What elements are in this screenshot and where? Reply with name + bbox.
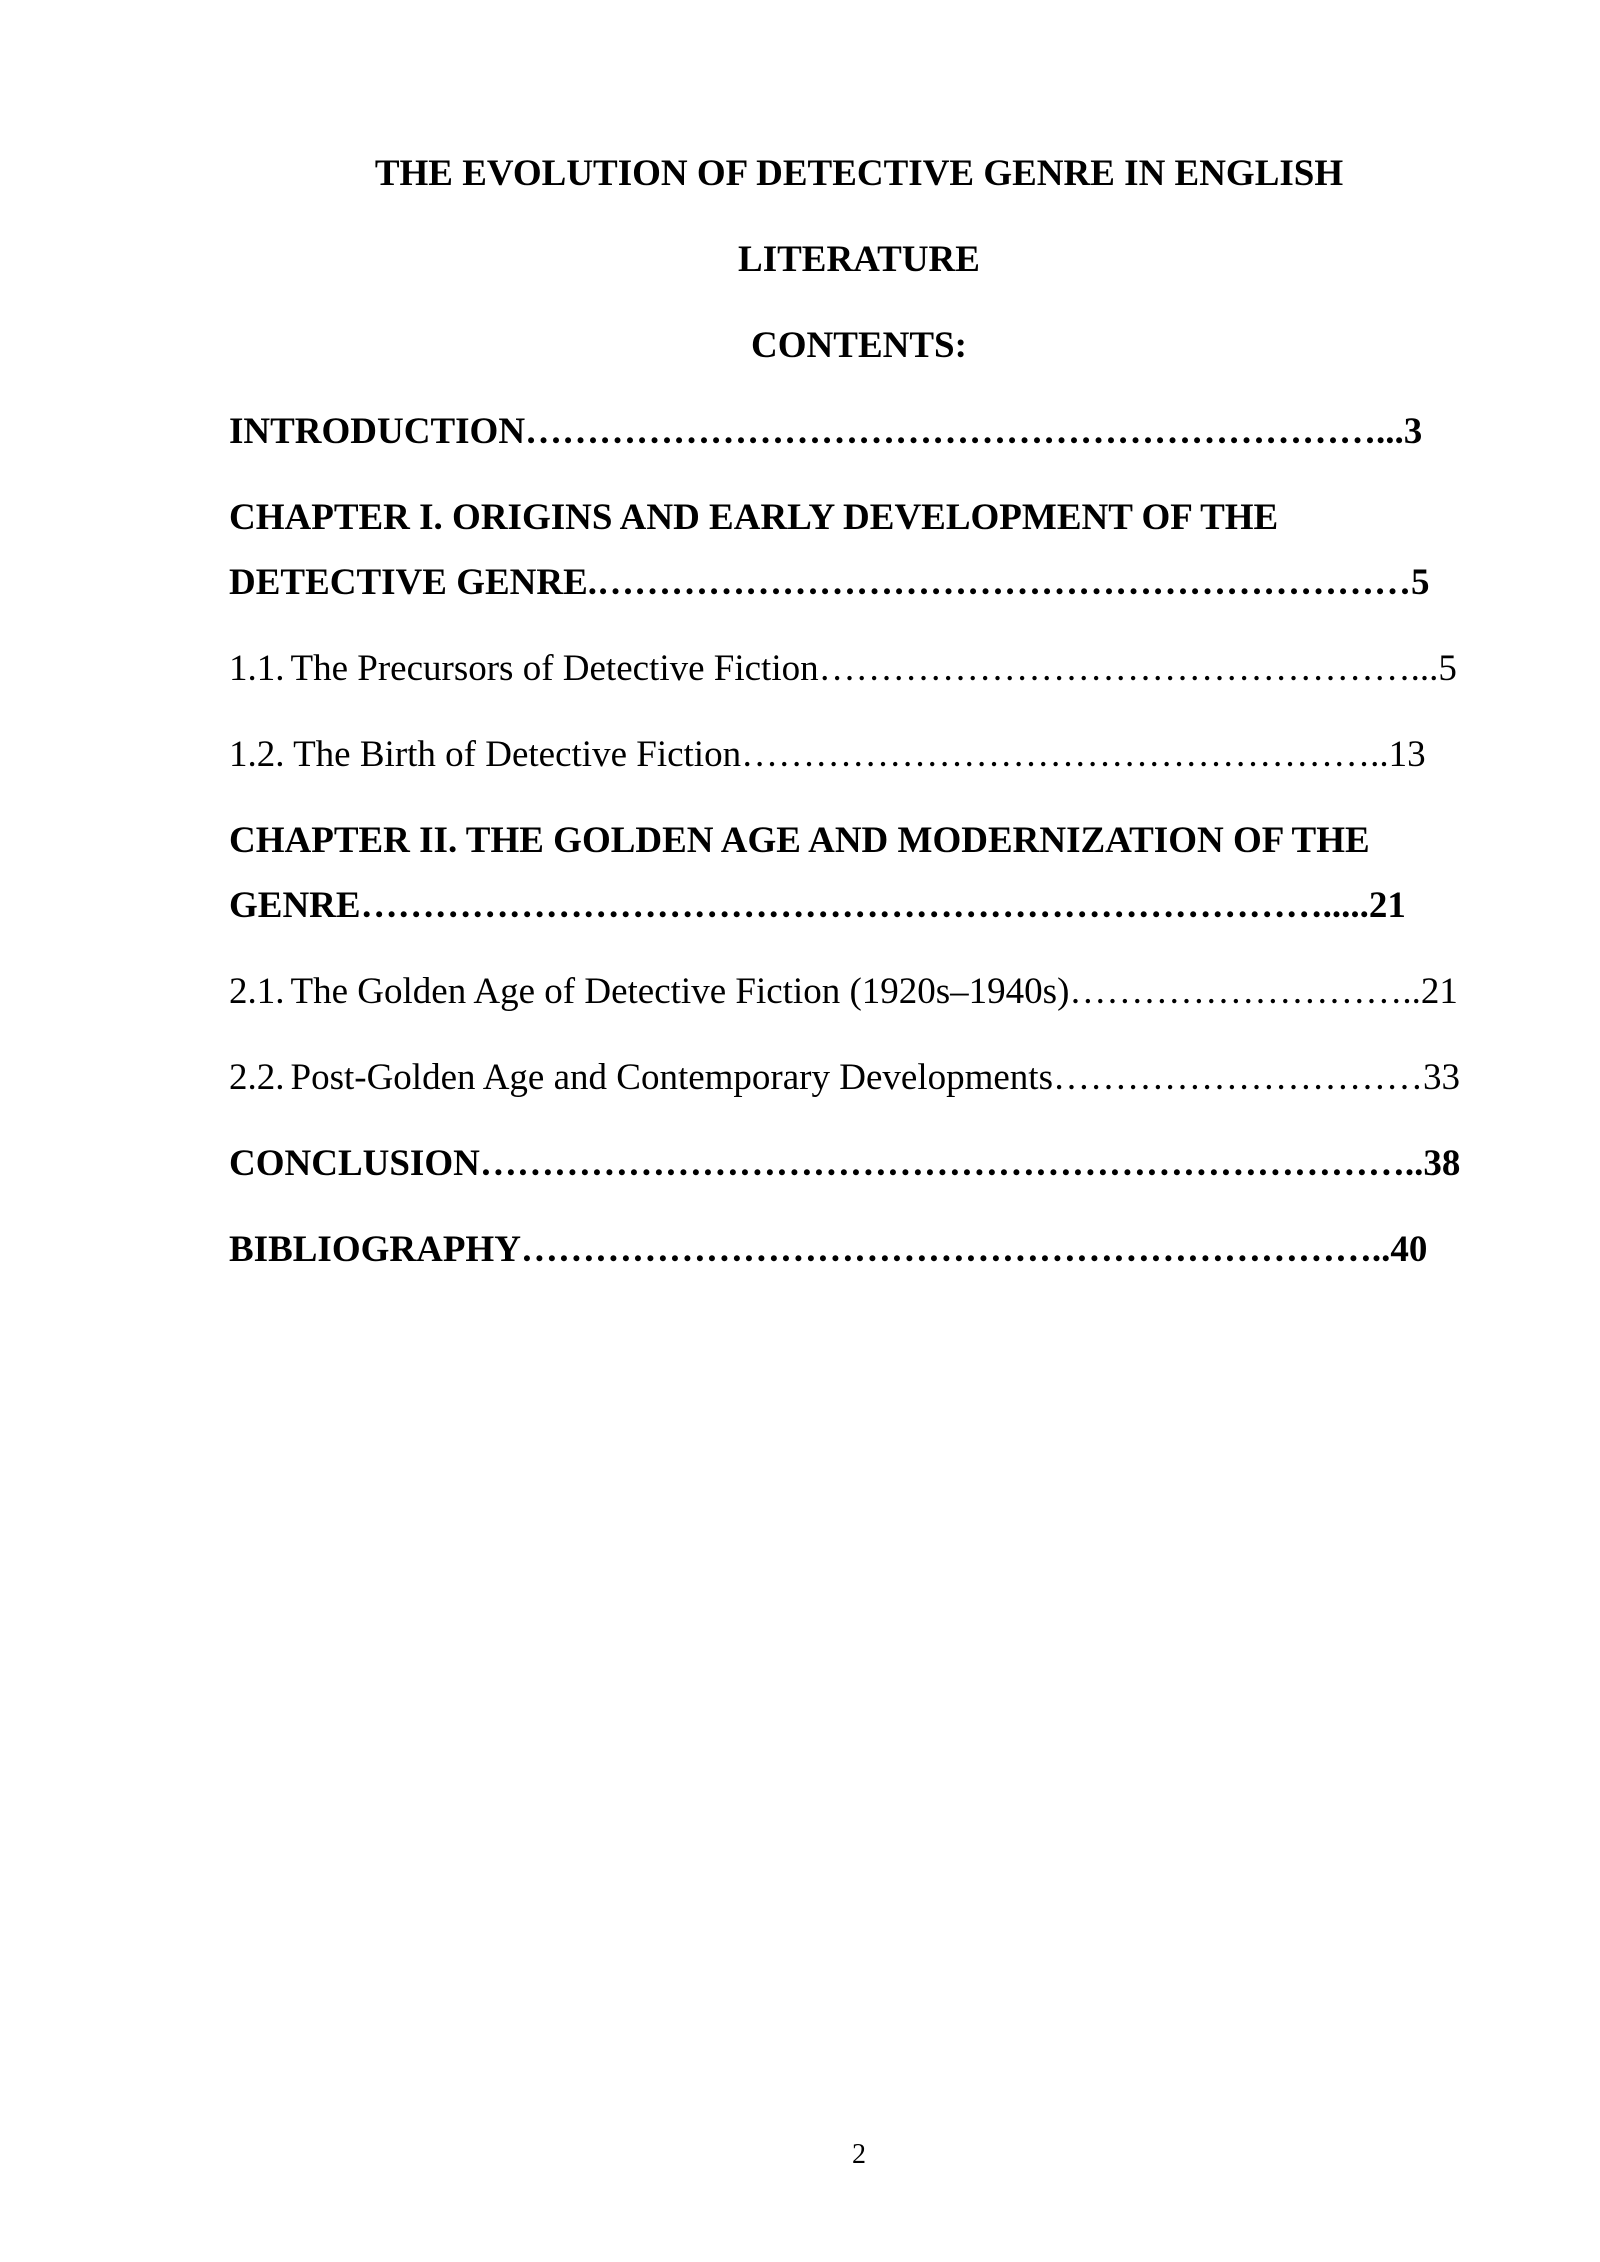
toc-chapter-2-line-2: GENRE…………………………………………………………………….....21 — [229, 885, 1406, 926]
toc-chapter-1-line-2: DETECTIVE GENRE.…………………………………………………………5 — [229, 562, 1430, 603]
contents-heading: CONTENTS: — [751, 325, 967, 366]
toc-conclusion: CONCLUSION…………………………………………………………………..38 — [229, 1143, 1461, 1184]
toc-section-2-2-number: 2.2. — [229, 1057, 285, 1098]
toc-section-2-2 — [229, 1056, 1460, 1100]
toc-section-2-1 — [229, 970, 1458, 1014]
document-title-line-1: THE EVOLUTION OF DETECTIVE GENRE IN ENGLISH — [374, 153, 1344, 194]
toc-section-1-1-text: The Precursors of Detective Fiction…………………………………………...5 — [290, 648, 1457, 689]
toc-bibliography: BIBLIOGRAPHY……………………………………………………………..40 — [229, 1229, 1428, 1270]
toc-section-2-2-text: Post-Golden Age and Contemporary Developments…………………………33 — [290, 1057, 1460, 1098]
page-number: 2 — [852, 2139, 866, 2170]
toc-section-1-2: 1.2. The Birth of Detective Fiction……………………………………………..13 — [229, 734, 1426, 775]
toc-chapter-1-line-1: CHAPTER I. ORIGINS AND EARLY DEVELOPMENT OF THE — [229, 497, 1279, 538]
toc-section-1-1 — [229, 647, 1457, 691]
toc-section-2-1-number: 2.1. — [229, 971, 285, 1012]
toc-chapter-2-line-1: CHAPTER II. THE GOLDEN AGE AND MODERNIZATION OF THE — [229, 820, 1370, 861]
toc-section-2-1-text: The Golden Age of Detective Fiction (1920s–1940s)………………………..21 — [290, 971, 1458, 1012]
toc-section-1-1-number: 1.1. — [229, 648, 285, 689]
toc-introduction: INTRODUCTION……………………………………………………………...3 — [229, 411, 1423, 452]
document-title-line-2: LITERATURE — [738, 239, 980, 280]
